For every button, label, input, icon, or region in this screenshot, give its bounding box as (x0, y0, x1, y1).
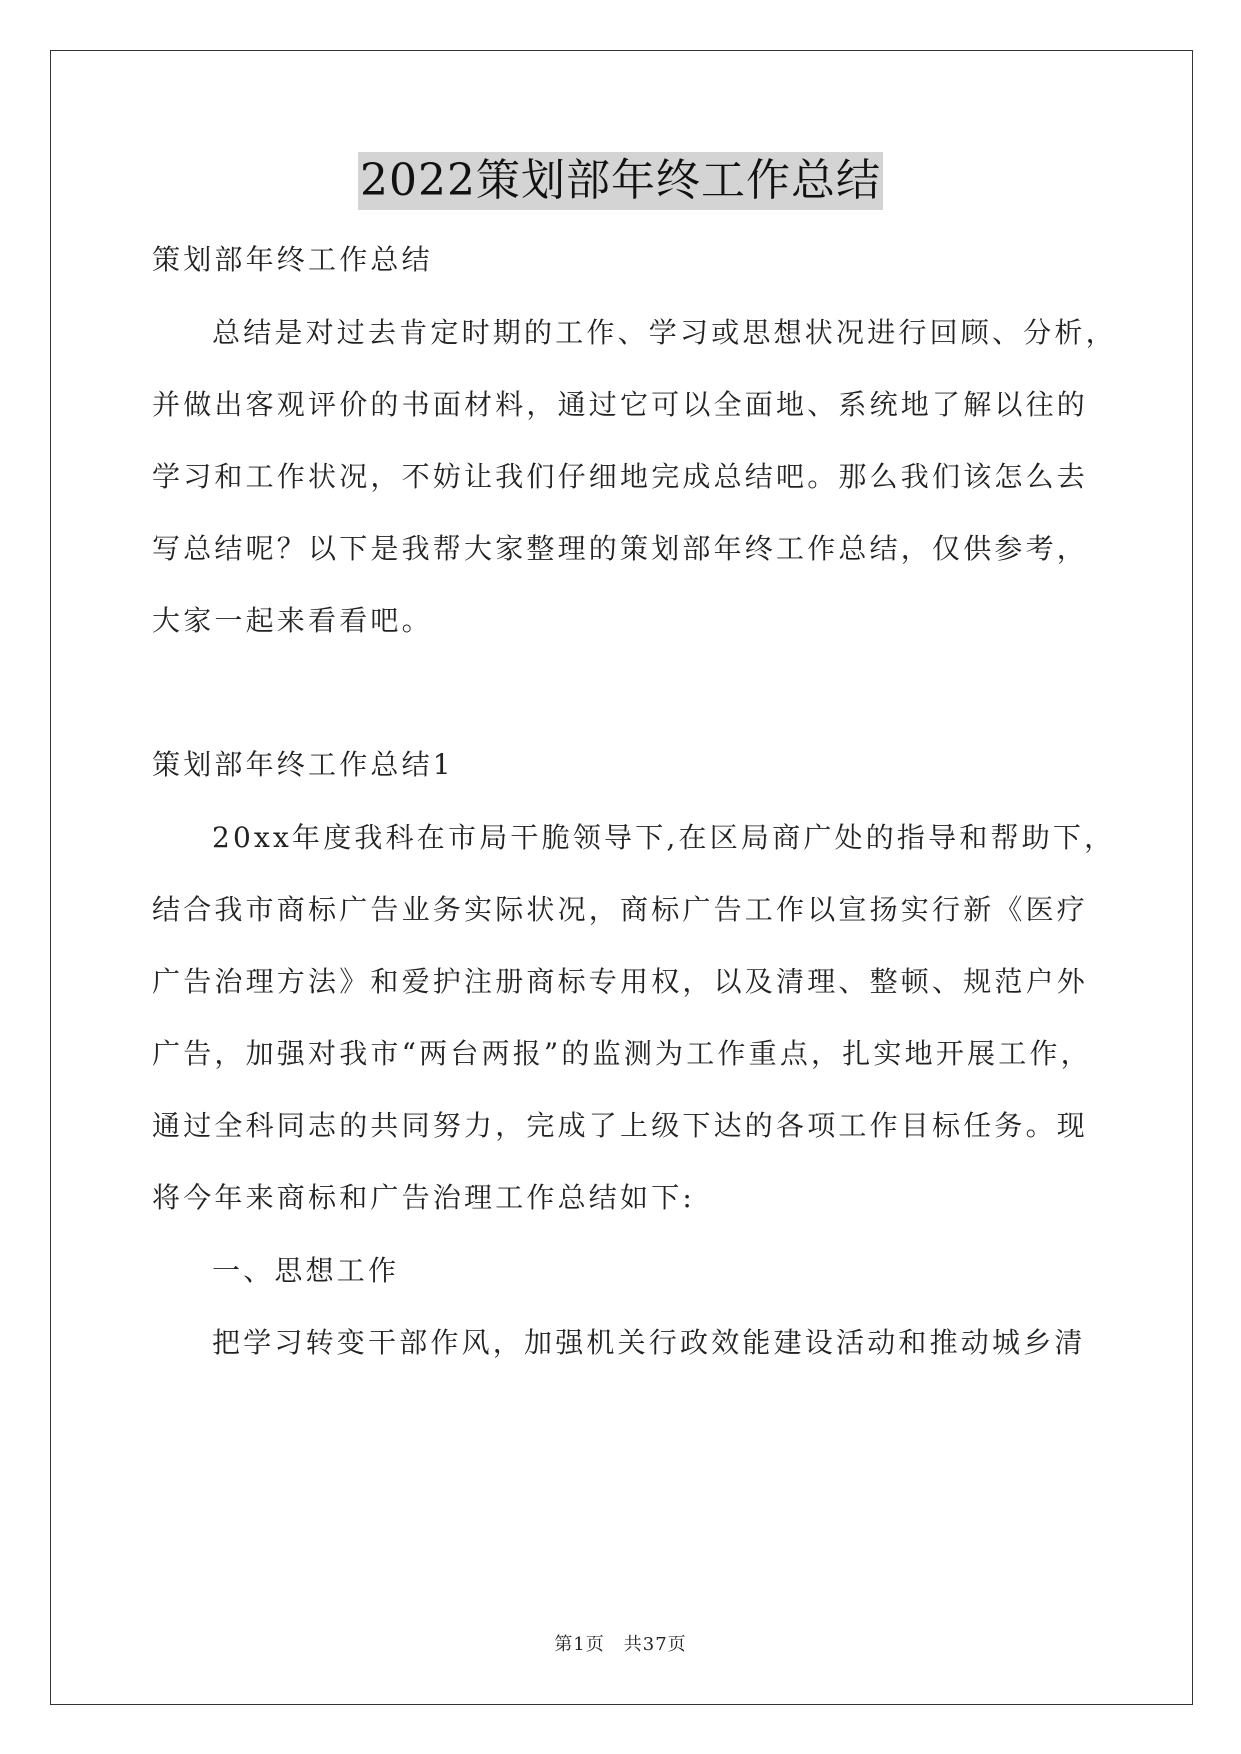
paragraph-line: 通过全科同志的共同努力，完成了上级下达的各项工作目标任务。现 (152, 1109, 1089, 1142)
paragraph-line: 总结是对过去肯定时期的工作、学习或思想状况进行回顾、分析， (212, 316, 1117, 349)
subtitle-line: 策划部年终工作总结 (152, 243, 433, 276)
page-border (50, 50, 1193, 1705)
subsection-heading: 一、思想工作 (212, 1254, 400, 1287)
page-number-footer: 第1页 共37页 (554, 1634, 687, 1655)
paragraph-line: 写总结呢？以下是我帮大家整理的策划部年终工作总结，仅供参考， (152, 532, 1089, 565)
section-heading: 策划部年终工作总结1 (152, 748, 454, 781)
paragraph-line: 把学习转变干部作风，加强机关行政效能建设活动和推动城乡清 (212, 1326, 1086, 1359)
paragraph-line: 将今年来商标和广告治理工作总结如下: (152, 1181, 696, 1214)
paragraph-line: 广告治理方法》和爱护注册商标专用权，以及清理、整顿、规范户外 (152, 965, 1089, 998)
paragraph-line: 结合我市商标广告业务实际状况，商标广告工作以宣扬实行新《医疗 (152, 893, 1089, 926)
paragraph-line: 大家一起来看看吧。 (152, 604, 433, 637)
title-container (0, 152, 1241, 210)
document-title: 2022策划部年终工作总结 (358, 152, 883, 210)
paragraph-line: 20xx年度我科在市局干脆领导下,在区局商广处的指导和帮助下， (212, 821, 1116, 854)
paragraph-line: 学习和工作状况，不妨让我们仔细地完成总结吧。那么我们该怎么去 (152, 460, 1089, 493)
paragraph-line: 并做出客观评价的书面材料，通过它可以全面地、系统地了解以往的 (152, 388, 1089, 421)
paragraph-line: 广告，加强对我市“两台两报”的监测为工作重点，扎实地开展工作， (152, 1037, 1092, 1070)
